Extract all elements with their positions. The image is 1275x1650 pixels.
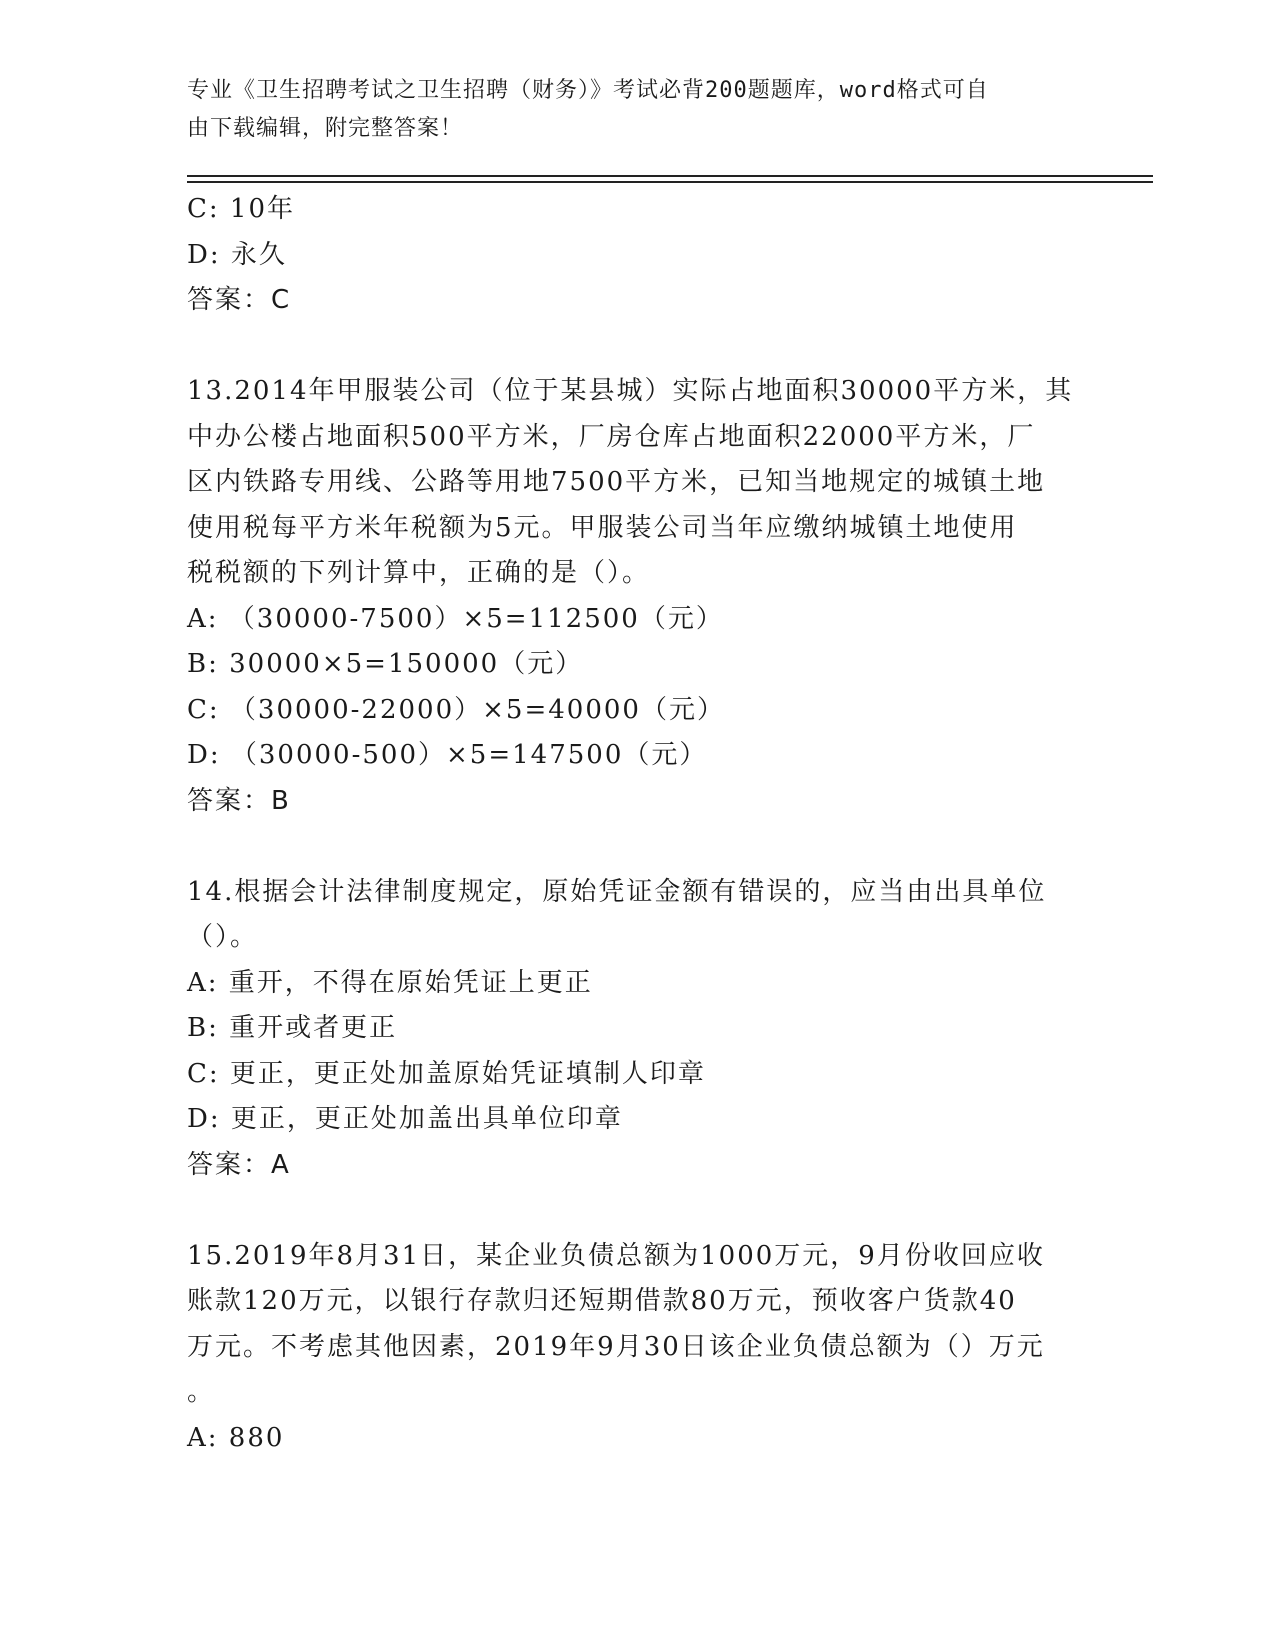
option-b: B: 重开或者更正 (187, 1013, 398, 1043)
header-divider-top (187, 175, 1153, 177)
question-line: 区内铁路专用线、公路等用地7500平方米，已知当地规定的城镇土地 (187, 467, 1046, 497)
header-divider-bottom (187, 181, 1153, 183)
question-line: 。 (187, 1377, 216, 1407)
option-c: C: （30000-22000）×5=40000（元） (187, 694, 725, 725)
question-text (187, 1234, 1087, 1416)
question-line: 13.2014年甲服装公司（位于某县城）实际占地面积30000平方米，其 (187, 376, 1074, 406)
question-text (187, 870, 1087, 961)
question-line: 15.2019年8月31日，某企业负债总额为1000万元，9月份收回应收 (187, 1240, 1045, 1271)
option-a: A: 重开，不得在原始凭证上更正 (187, 967, 593, 998)
question-text (187, 369, 1087, 597)
question-line: 14.根据会计法律制度规定，原始凭证金额有错误的，应当由出具单位 (187, 876, 1047, 907)
document-body (187, 187, 1087, 1461)
option-d: D: 更正，更正处加盖出具单位印章 (187, 1104, 623, 1134)
header-line: 专业《卫生招聘考试之卫生招聘（财务）》考试必背200题题库，word格式可自 (187, 78, 989, 103)
header-line: 由下载编辑，附完整答案！ (187, 116, 464, 141)
previous-question-tail (187, 187, 1087, 324)
question-line: 税税额的下列计算中，正确的是（）。 (187, 558, 651, 588)
answer: 答案：A (187, 1149, 291, 1180)
question-14 (187, 870, 1087, 1189)
option-a: A: （30000-7500）×5=112500（元） (187, 603, 724, 634)
page-header (187, 72, 1067, 148)
answer: 答案：B (187, 785, 291, 816)
answer: 答案：C (187, 285, 292, 315)
option-d: D: 永久 (187, 239, 287, 270)
question-line: 账款120万元，以银行存款归还短期借款80万元，预收客户货款40 (187, 1286, 1017, 1316)
option-c: C: 10年 (187, 194, 296, 224)
option-d: D: （30000-500）×5=147500（元） (187, 740, 708, 770)
question-15 (187, 1234, 1087, 1462)
question-line: 使用税每平方米年税额为5元。甲服装公司当年应缴纳城镇土地使用 (187, 512, 1018, 543)
question-line: （）。 (187, 922, 259, 952)
question-13 (187, 369, 1087, 824)
option-a: A: 880 (187, 1422, 285, 1453)
question-line: 万元。不考虑其他因素，2019年9月30日该企业负债总额为（）万元 (187, 1331, 1045, 1362)
option-c: C: 更正，更正处加盖原始凭证填制人印章 (187, 1058, 706, 1089)
option-b: B: 30000×5=150000（元） (187, 649, 584, 679)
question-line: 中办公楼占地面积500平方米，厂房仓库占地面积22000平方米，厂 (187, 421, 1036, 452)
